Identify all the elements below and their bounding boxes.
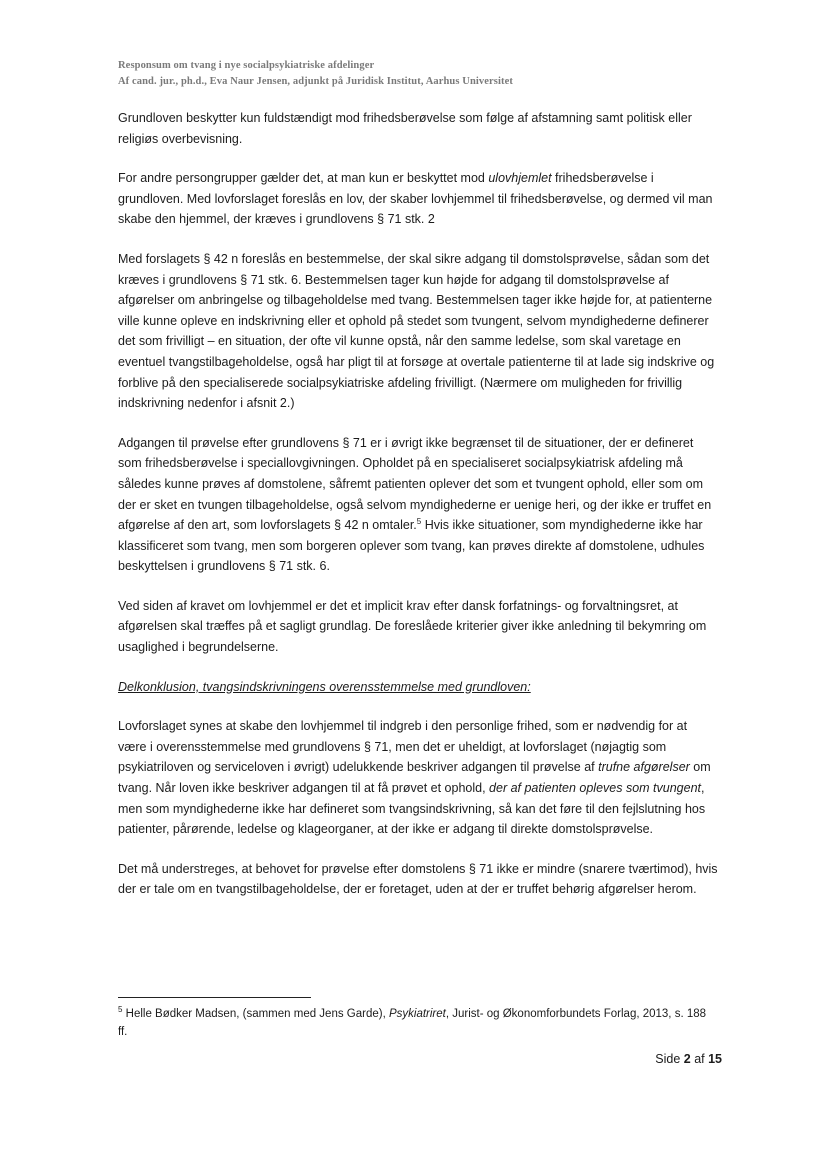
emphasis: trufne afgørelser <box>598 760 690 775</box>
paragraph-2: For andre persongrupper gælder det, at man kun er beskyttet mod ulovhjemlet frihedsberøvelse i grundloven. Med lovforslaget foreslås en lov, der skaber lovhjemmel til frihedsberøvelse, og dermed vil man skabe den hjemmel, der kræves i grundlovens § 71 stk. 2 <box>118 171 713 227</box>
paragraph-5: Ved siden af kravet om lovhjemmel er det et implicit krav efter dansk forfatnings- og forvaltningsret, at afgørelsen skal træffes på et sagligt grundlag. De foreslåede kriterier giver ikke anledning til bekymring om usaglighed i begrundelserne. <box>118 598 707 655</box>
footnote-reference[interactable]: 5 <box>416 516 422 526</box>
paragraph-6: Lovforslaget synes at skabe den lovhjemmel til indgreb i den personlige frihed, som er nødvendig for at være i overensstemmelse med grundlovens § 71, men det er uheldigt, at lovforslaget (nøjagtig som psykiatriloven og serviceloven i øvrigt) udelukkende beskriver adgangen til prøvelse af trufne afgørelser om tvang. Når loven ikke beskriver adgangen til at få prøvet et ophold, der af patienten opleves som tvungent, men som myndighederne ikke har defineret som tvangsindskrivning, så kan det føre til den fejlslutning hos patienter, pårørende, ledelse og klageorganer, at der ikke er adgang til direkte domstolsprøvelse. <box>118 719 711 837</box>
paragraph-4: Adgangen til prøvelse efter grundlovens § 71 er i øvrigt ikke begrænset til de situationer, der er defineret som frihedsberøvelse i speciallovgivningen. Opholdet på en specialiseret socialpsykiatrisk afdeling må således kunne prøves af domstolene, såfremt patienten oplever det som et tvungent ophold, eller som om der er sket en tvungen tilbageholdelse, også selvom myndighederne er uenige heri, og der ikke er truffet en afgørelse af den art, som lovforslagets § 42 n omtaler.$^5$ Hvis ikke situationer, som myndighederne ikke har klassificeret som tvang, men som borgeren oplever som tvang, kan prøves direkte af domstolene, udhules beskyttelsen i grundlovens § 71 stk. 6. <box>118 435 712 574</box>
footnote-separator <box>118 997 311 998</box>
body-text <box>118 108 718 919</box>
page-number: Side 2 af 15 <box>655 1052 722 1066</box>
running-header <box>118 58 738 90</box>
total-pages: 15 <box>708 1052 722 1066</box>
footnote-number: 5 <box>118 1005 123 1015</box>
header-author: Af cand. jur., ph.d., Eva Naur Jensen, adjunkt på Juridisk Institut, Aarhus Universitet <box>118 76 513 87</box>
footnote-5: $^5$ Helle Bødker Madsen, (sammen med Jens Garde), Psykiatriret, Jurist- og Økonomforbundets Forlag, 2013, s. 188 ff. <box>118 1005 707 1038</box>
emphasis: ulovhjemlet <box>488 171 552 186</box>
paragraph-1: Grundloven beskytter kun fuldstændigt mod frihedsberøvelse som følge af afstamning samt politisk eller religiøs overbevisning. <box>118 111 692 146</box>
paragraph-7: Det må understreges, at behovet for prøvelse efter domstolens § 71 ikke er mindre (snarere tværtimod), hvis der er tale om en tvangstilbageholdelse, der er foretaget, uden at der er truffet behørig afgørelser herom. <box>118 861 718 897</box>
book-title: Psykiatriret <box>388 1008 446 1020</box>
paragraph-3: Med forslagets § 42 n foreslås en bestemmelse, der skal sikre adgang til domstolsprøvelse, sådan som det kræves i grundlovens § 71 stk. 6. Bestemmelsen tager kun højde for adgang til domstolsprøvelse af afgørelser om anbringelse og tilbageholdelse med tvang. Bestemmelsen tager ikke højde for, at patienterne ville kunne opleve en indskrivning eller et ophold på stedet som tvungent, selvom myndighederne definerer det som frivilligt – en situation, der ofte vil kunne opstå, når den samme ledelse, som skal varetage en eventuel tvangstilbageholdelse, også har pligt til at forsøge at overtale patienterne til at lade sig indskrive og forblive på den specialiserede socialpsykiatriske afdeling frivilligt. (Nærmere om muligheden for frivillig indskrivning nedenfor i afsnit 2.) <box>118 251 715 411</box>
emphasis: der af patienten opleves som tvungent <box>489 781 701 796</box>
section-subheading: Delkonklusion, tvangsindskrivningens overensstemmelse med grundloven: <box>118 679 531 694</box>
header-title: Responsum om tvang i nye socialpsykiatriske afdelinger <box>118 60 375 71</box>
current-page: 2 <box>683 1052 691 1066</box>
